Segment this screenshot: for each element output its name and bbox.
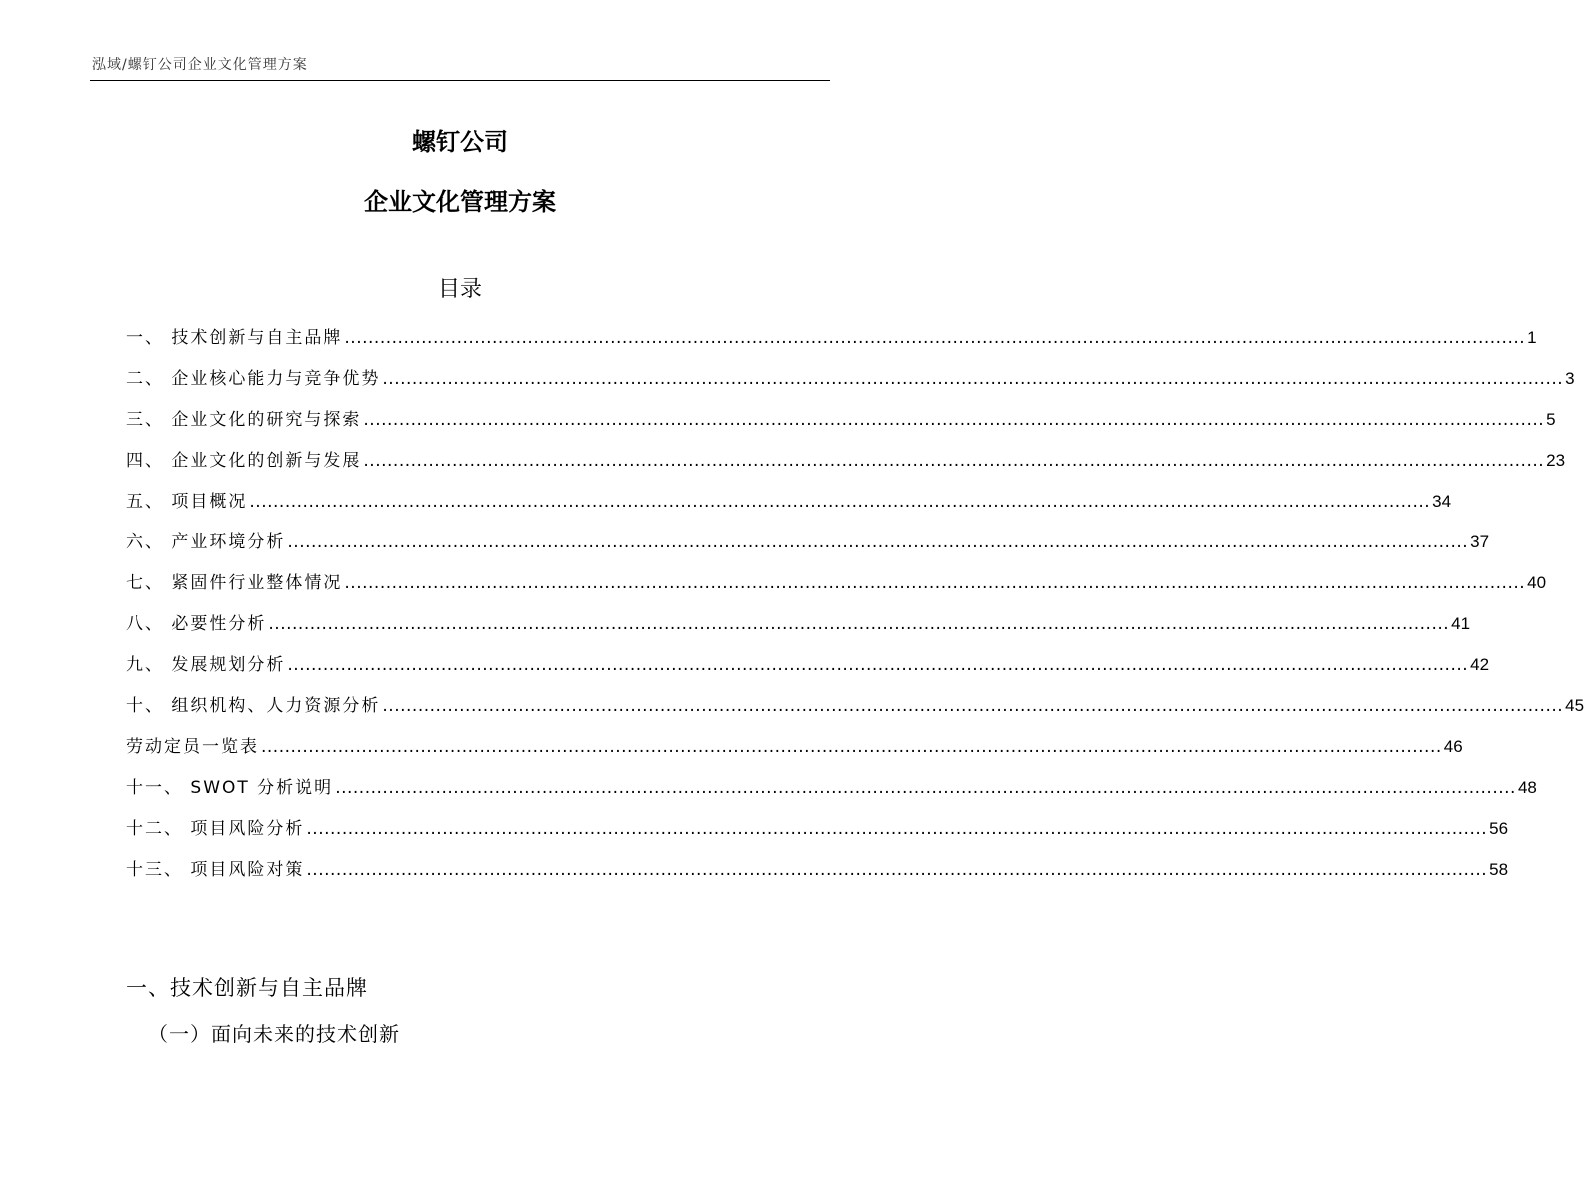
toc-entry-label: 十一、 SWOT 分析说明	[126, 777, 334, 798]
toc-entry[interactable]	[126, 318, 1537, 359]
toc-entry-page-number: 45	[1565, 696, 1584, 716]
toc-dot-leader: ........................................................................................................................................................................................................	[344, 328, 1526, 348]
toc-heading: 目录	[437, 277, 482, 302]
toc-entry-label: 十、 组织机构、人力资源分析	[126, 696, 381, 717]
toc-entry-label: 一、 技术创新与自主品牌	[126, 328, 343, 348]
toc-entry[interactable]	[126, 441, 1566, 482]
toc-entry-page-number: 41	[1451, 614, 1471, 634]
table-of-contents	[126, 318, 1584, 890]
toc-entry-page-number: 56	[1489, 818, 1509, 838]
toc-entry[interactable]	[126, 359, 1575, 400]
toc-dot-leader: ........................................................................................................................................................................................................	[363, 409, 1545, 430]
toc-entry-label: 六、 产业环境分析	[126, 532, 286, 553]
toc-entry-page-number: 5	[1546, 409, 1556, 429]
toc-entry-page-number: 48	[1517, 777, 1537, 797]
toc-entry[interactable]	[126, 727, 1463, 768]
toc-entry-page-number: 58	[1489, 859, 1509, 879]
toc-dot-leader: ........................................................................................................................................................................................................	[335, 777, 1516, 798]
running-header: 泓域/螺钉公司企业文化管理方案	[92, 57, 308, 73]
section-heading: 一、技术创新与自主品牌	[126, 976, 368, 1000]
document-subtitle: 企业文化管理方案	[364, 188, 556, 216]
toc-entry-label: 八、 必要性分析	[126, 614, 267, 635]
toc-entry-label: 五、 项目概况	[126, 491, 248, 512]
toc-entry-label: 三、 企业文化的研究与探索	[126, 409, 362, 430]
document-title: 螺钉公司	[412, 128, 508, 156]
toc-entry[interactable]	[126, 563, 1547, 604]
subsection-heading: （一）面向未来的技术创新	[148, 1022, 400, 1046]
toc-dot-leader: ........................................................................................................................................................................................................	[261, 736, 1442, 757]
toc-entry-label: 劳动定员一览表	[126, 736, 259, 757]
toc-entry-page-number: 3	[1565, 368, 1575, 388]
toc-dot-leader: ........................................................................................................................................................................................................	[268, 614, 1450, 635]
toc-entry-page-number: 40	[1527, 573, 1547, 593]
toc-dot-leader: ........................................................................................................................................................................................................	[382, 368, 1564, 389]
toc-dot-leader: ........................................................................................................................................................................................................	[287, 532, 1469, 553]
toc-entry-label: 四、 企业文化的创新与发展	[126, 450, 362, 471]
toc-entry-label: 九、 发展规划分析	[126, 655, 286, 676]
toc-entry-label: 七、 紧固件行业整体情况	[126, 573, 343, 594]
toc-entry-label: 十三、 项目风险对策	[126, 859, 305, 880]
toc-entry-page-number: 34	[1432, 491, 1452, 511]
toc-entry[interactable]	[126, 686, 1584, 727]
toc-entry[interactable]	[126, 482, 1452, 523]
toc-entry-label: 十二、 项目风险分析	[126, 818, 305, 839]
header-divider	[90, 80, 830, 81]
toc-entry[interactable]	[126, 768, 1537, 809]
toc-dot-leader: ........................................................................................................................................................................................................	[382, 696, 1564, 717]
toc-entry-page-number: 37	[1470, 532, 1490, 552]
toc-dot-leader: ........................................................................................................................................................................................................	[306, 859, 1488, 880]
toc-dot-leader: ........................................................................................................................................................................................................	[344, 573, 1526, 594]
toc-dot-leader: ........................................................................................................................................................................................................	[363, 450, 1545, 471]
toc-entry[interactable]	[126, 400, 1556, 441]
toc-entry[interactable]	[126, 522, 1490, 563]
toc-entry[interactable]	[126, 645, 1490, 686]
toc-entry-page-number: 23	[1546, 450, 1566, 470]
toc-entry-page-number: 42	[1470, 655, 1490, 675]
toc-entry-page-number: 46	[1443, 736, 1463, 756]
toc-dot-leader: ........................................................................................................................................................................................................	[306, 818, 1488, 839]
toc-dot-leader: ........................................................................................................................................................................................................	[249, 491, 1431, 512]
toc-dot-leader: ........................................................................................................................................................................................................	[287, 655, 1469, 676]
toc-entry[interactable]	[126, 604, 1471, 645]
toc-entry-page-number: 1	[1527, 328, 1537, 347]
toc-entry[interactable]	[126, 850, 1509, 891]
toc-entry-label: 二、 企业核心能力与竞争优势	[126, 368, 381, 389]
toc-entry[interactable]	[126, 809, 1509, 850]
